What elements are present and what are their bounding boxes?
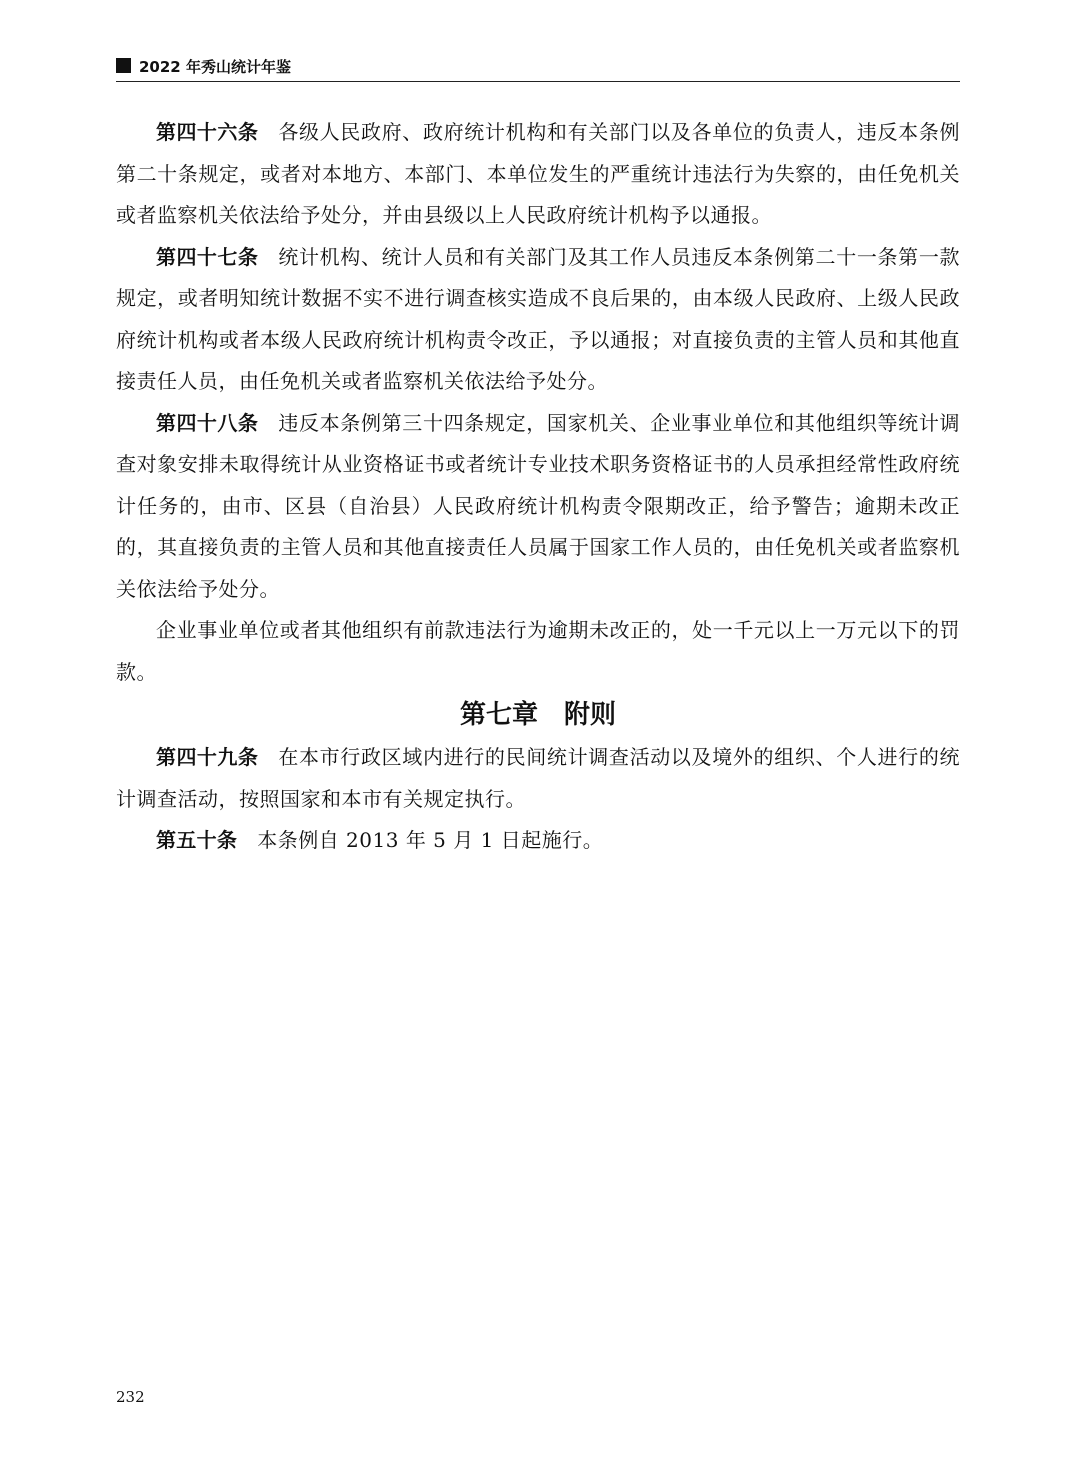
article-number: 第四十八条 — [156, 410, 259, 435]
article-text: 在本市行政区域内进行的民间统计调查活动以及境外的组织、个人进行的统计调查活动，按照国家和本市有关规定执行。 — [116, 745, 961, 811]
article-number: 第五十条 — [156, 828, 238, 852]
article-text: 违反本条例第三十四条规定，国家机关、企业事业单位和其他组织等统计调查对象安排未取得统计从业资格证书或者统计专业技术职务资格证书的人员承担经常性政府统计任务的，由市、区县（自治县）人民政府统计机构责令限期改正，给予警告；逾期未改正的，其直接负责的主管人员和其他直接责任人员属于国家工作人员的，由任免机关或者监察机关依法给予处分。 — [116, 410, 961, 601]
header-title: 2022 年秀山统计年鉴 — [139, 58, 291, 76]
article-number: 第四十六条 — [156, 120, 259, 144]
chapter-title: 第七章 附则 — [459, 700, 616, 730]
article-48 — [116, 403, 960, 611]
header-square-icon — [116, 58, 131, 73]
article-number: 第四十七条 — [156, 244, 259, 269]
article-number: 第四十九条 — [156, 745, 259, 769]
article-47 — [116, 237, 960, 403]
main-content — [116, 112, 960, 862]
article-46 — [116, 112, 960, 237]
article-text: 统计机构、统计人员和有关部门及其工作人员违反本条例第二十一条第一款规定，或者明知统计数据不实不进行调查核实造成不良后果的，由本级人民政府、上级人民政府统计机构或者本级人民政府统计机构责令改正，予以通报；对直接负责的主管人员和其他直接责任人员，由任免机关或者监察机关依法给予处分。 — [116, 244, 961, 393]
article-49 — [116, 737, 960, 820]
running-header — [116, 55, 960, 82]
article-50 — [116, 820, 960, 862]
article-text: 本条例自 2013 年 5 月 1 日起施行。 — [257, 828, 604, 852]
article-text: 各级人民政府、政府统计机构和有关部门以及各单位的负责人，违反本条例第二十条规定，或者对本地方、本部门、本单位发生的严重统计违法行为失察的，由任免机关或者监察机关依法给予处分，并由县级以上人民政府统计机构予以通报。 — [116, 120, 961, 227]
article-48-paragraph-2 — [116, 610, 960, 693]
page-number: 232 — [116, 1388, 145, 1406]
article-text: 企业事业单位或者其他组织有前款违法行为逾期未改正的，处一千元以上一万元以下的罚款。 — [116, 618, 960, 684]
